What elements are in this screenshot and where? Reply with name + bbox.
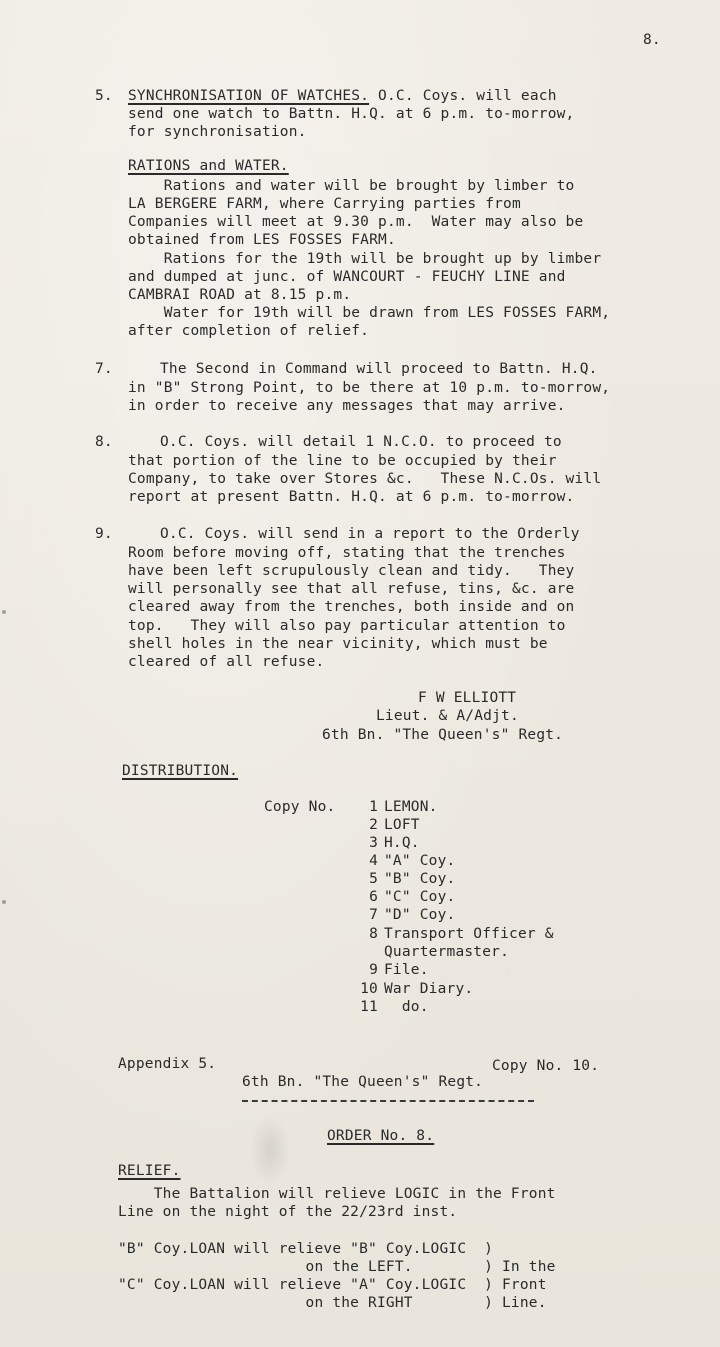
rations-line: Rations and water will be brought by limber to [128, 178, 575, 194]
item-9-line: shell holes in the near vicinity, which must be [128, 636, 548, 652]
distribution-recipient: "D" Coy. [384, 907, 456, 923]
rations-heading: RATIONS and WATER. [128, 158, 289, 174]
relief-row: "B" Coy.LOAN will relieve "B" Coy.LOGIC ) [118, 1241, 494, 1257]
distribution-copy-number: 2 [369, 817, 378, 833]
item-9-line: cleared away from the trenches, both inside and on [128, 599, 575, 615]
distribution-copy-number: 9 [369, 962, 378, 978]
distribution-copy-number: 6 [369, 889, 378, 905]
distribution-recipient: H.Q. [384, 835, 420, 851]
page-number: 8. [643, 32, 661, 48]
distribution-recipient: Transport Officer & [384, 926, 554, 942]
item-9-line: O.C. Coys. will send in a report to the Orderly [160, 526, 580, 542]
signature-rank: Lieut. & A/Adjt. [376, 708, 519, 724]
rations-line: Rations for the 19th will be brought up by limber [128, 251, 602, 267]
distribution-recipient: do. [384, 999, 429, 1015]
item-7-line: in order to receive any messages that may arrive. [128, 398, 566, 414]
item-8-number: 8. [95, 434, 113, 450]
item-9-line: Room before moving off, stating that the trenches [128, 545, 566, 561]
distribution-copy-label: Copy No. [264, 799, 336, 815]
relief-row: "C" Coy.LOAN will relieve "A" Coy.LOGIC ) Front [118, 1277, 547, 1293]
punch-hole-mark [2, 610, 6, 614]
rations-line: CAMBRAI ROAD at 8.15 p.m. [128, 287, 352, 303]
relief-row: on the RIGHT ) Line. [118, 1295, 547, 1311]
item-5-line-3: for synchronisation. [128, 124, 307, 140]
appendix-copy-number: Copy No. 10. [492, 1058, 600, 1074]
distribution-copy-number: 5 [369, 871, 378, 887]
relief-line-2: Line on the night of the 22/23rd inst. [118, 1204, 458, 1220]
rations-line: Water for 19th will be drawn from LES FOSSES FARM, [128, 305, 611, 321]
distribution-recipient: LEMON. [384, 799, 438, 815]
rations-line: Companies will meet at 9.30 p.m. Water may also be [128, 214, 584, 230]
item-5-line-1 [128, 87, 557, 105]
distribution-copy-number: 3 [369, 835, 378, 851]
item-5-number: 5. [95, 88, 113, 104]
relief-row: on the LEFT. ) In the [118, 1259, 556, 1275]
item-8-line: O.C. Coys. will detail 1 N.C.O. to proceed to [160, 434, 562, 450]
item-8-line: that portion of the line to be occupied by their [128, 453, 557, 469]
appendix-unit: 6th Bn. "The Queen's" Regt. [242, 1074, 484, 1090]
item-8-line: Company, to take over Stores &c. These N.C.Os. will [128, 471, 602, 487]
distribution-heading: DISTRIBUTION. [122, 763, 239, 779]
item-9-number: 9. [95, 526, 113, 542]
distribution-recipient: "B" Coy. [384, 871, 456, 887]
item-9-line: will personally see that all refuse, tins, &c. are [128, 581, 575, 597]
distribution-copy-number: 4 [369, 853, 378, 869]
item-5-line-2: send one watch to Battn. H.Q. at 6 p.m. to-morrow, [128, 106, 575, 122]
distribution-recipient: File. [384, 962, 429, 978]
distribution-copy-number: 1 [369, 799, 378, 815]
dashed-rule [242, 1100, 534, 1102]
rations-line: and dumped at junc. of WANCOURT - FEUCHY LINE and [128, 269, 566, 285]
item-8-line: report at present Battn. H.Q. at 6 p.m. to-morrow. [128, 489, 575, 505]
item-5-heading: SYNCHRONISATION OF WATCHES. [128, 88, 370, 104]
distribution-copy-number: 11 [360, 999, 378, 1015]
order-number: ORDER No. 8. [327, 1128, 435, 1144]
signature-name: F W ELLIOTT [418, 690, 517, 706]
distribution-recipient: LOFT [384, 817, 420, 833]
item-7-number: 7. [95, 361, 113, 377]
item-9-line: have been left scrupulously clean and tidy. They [128, 563, 575, 579]
item-7-line: in "B" Strong Point, to be there at 10 p.m. to-morrow, [128, 380, 611, 396]
item-9-line: top. They will also pay particular attention to [128, 618, 566, 634]
distribution-recipient: "A" Coy. [384, 853, 456, 869]
rations-line: after completion of relief. [128, 323, 370, 339]
distribution-recipient: "C" Coy. [384, 889, 456, 905]
item-7-line: The Second in Command will proceed to Battn. H.Q. [160, 361, 598, 377]
distribution-recipient: War Diary. [384, 981, 474, 997]
rations-line: LA BERGERE FARM, where Carrying parties from [128, 196, 521, 212]
rations-line: obtained from LES FOSSES FARM. [128, 232, 396, 248]
relief-heading: RELIEF. [118, 1163, 181, 1179]
item-9-line: cleared of all refuse. [128, 654, 325, 670]
distribution-copy-number: 8 [369, 926, 378, 942]
distribution-recipient: Quartermaster. [384, 944, 510, 960]
distribution-copy-number: 10 [360, 981, 378, 997]
item-5-line-1-rest: O.C. Coys. will each [369, 88, 557, 104]
relief-line-1: The Battalion will relieve LOGIC in the Front [118, 1186, 556, 1202]
appendix-label: Appendix 5. [118, 1056, 217, 1072]
paper-smudge [250, 1115, 290, 1185]
distribution-copy-number: 7 [369, 907, 378, 923]
signature-unit: 6th Bn. "The Queen's" Regt. [322, 727, 564, 743]
punch-hole-mark [2, 900, 6, 904]
